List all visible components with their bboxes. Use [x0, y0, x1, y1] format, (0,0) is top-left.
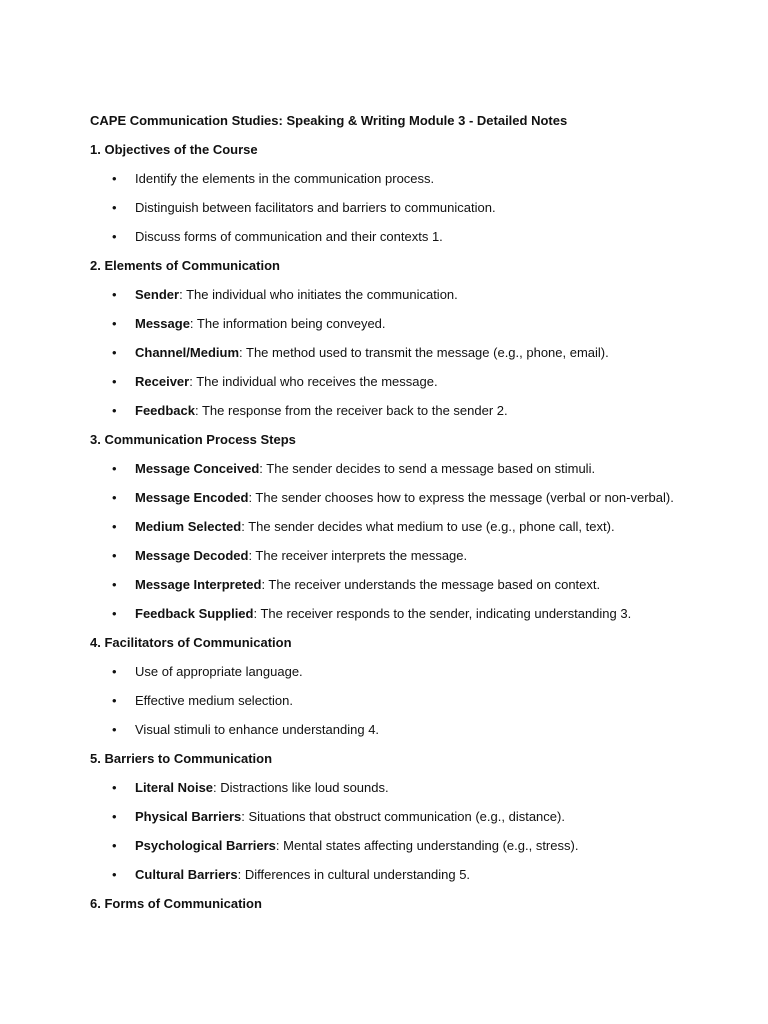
list-item [90, 836, 730, 865]
bullet-icon: • [112, 316, 117, 331]
list-item-term: Message [135, 316, 190, 331]
list-item-text: : Differences in cultural understanding 5. [237, 867, 471, 882]
list-item-text: Effective medium selection. [135, 693, 293, 708]
list-item [90, 662, 730, 691]
list-item-text: : The individual who initiates the communication. [179, 287, 458, 302]
bullet-icon: • [112, 200, 117, 215]
list-item-term: Message Conceived [135, 461, 260, 476]
bullet-icon: • [112, 374, 117, 389]
list-item-term: Channel/Medium [135, 345, 240, 360]
section-heading: 4. Facilitators of Communication [90, 635, 292, 650]
list-item-text: Discuss forms of communication and their contexts 1. [135, 229, 443, 244]
document-body [90, 111, 730, 923]
section-heading: 1. Objectives of the Course [90, 142, 258, 157]
bullet-icon: • [112, 867, 117, 882]
list-item-text: : Distractions like loud sounds. [213, 780, 389, 795]
list-item [90, 285, 730, 314]
list-item [90, 604, 730, 633]
list-item [90, 517, 730, 546]
list-item-text: : The response from the receiver back to the sender 2. [194, 403, 508, 418]
list-item-term: Message Interpreted [135, 577, 262, 592]
list-item [90, 865, 730, 894]
list-item-text: Distinguish between facilitators and barriers to communication. [135, 200, 496, 215]
list-item [90, 227, 730, 256]
list-item-text: Use of appropriate language. [135, 664, 303, 679]
list-item [90, 691, 730, 720]
bullet-icon: • [112, 780, 117, 795]
list-item-term: Message Encoded [135, 490, 249, 505]
bullet-icon: • [112, 519, 117, 534]
bullet-icon: • [112, 693, 117, 708]
bullet-icon: • [112, 548, 117, 563]
bullet-icon: • [112, 229, 117, 244]
bullet-icon: • [112, 461, 117, 476]
list-item-term: Feedback Supplied [135, 606, 254, 621]
list-item-term: Receiver [135, 374, 190, 389]
bullet-icon: • [112, 345, 117, 360]
list-item [90, 720, 730, 749]
list-item-text: : The receiver interprets the message. [248, 548, 468, 563]
list-item [90, 459, 730, 488]
list-item-text: : Mental states affecting understanding (e.g., stress). [275, 838, 579, 853]
list-item [90, 401, 730, 430]
list-item [90, 546, 730, 575]
list-item-term: Cultural Barriers [135, 867, 238, 882]
list-item [90, 343, 730, 372]
bullet-icon: • [112, 577, 117, 592]
list-item-text: : The sender decides what medium to use (e.g., phone call, text). [241, 519, 615, 534]
list-item-text: : The method used to transmit the message (e.g., phone, email). [239, 345, 609, 360]
section-heading: 6. Forms of Communication [90, 896, 262, 911]
list-item-text: : Situations that obstruct communication (e.g., distance). [241, 809, 565, 824]
list-item-term: Medium Selected [135, 519, 242, 534]
list-item-text: : The sender chooses how to express the message (verbal or non-verbal). [248, 490, 674, 505]
bullet-icon: • [112, 838, 117, 853]
bullet-icon: • [112, 809, 117, 824]
list-item-term: Feedback [135, 403, 195, 418]
list-item [90, 807, 730, 836]
list-item-term: Sender [135, 287, 180, 302]
list-item-text: Identify the elements in the communication process. [135, 171, 435, 186]
list-item-text: : The individual who receives the message. [189, 374, 438, 389]
list-item-text: : The receiver responds to the sender, indicating understanding 3. [253, 606, 632, 621]
bullet-icon: • [112, 403, 117, 418]
list-item-text: : The receiver understands the message based on context. [261, 577, 601, 592]
list-item [90, 169, 730, 198]
section-heading: 5. Barriers to Communication [90, 751, 273, 766]
bullet-icon: • [112, 490, 117, 505]
list-item [90, 575, 730, 604]
list-item-term: Literal Noise [135, 780, 214, 795]
bullet-icon: • [112, 722, 117, 737]
list-item-text: Visual stimuli to enhance understanding 4. [135, 722, 380, 737]
bullet-icon: • [112, 171, 117, 186]
bullet-icon: • [112, 606, 117, 621]
bullet-icon: • [112, 287, 117, 302]
list-item [90, 778, 730, 807]
section-heading: 3. Communication Process Steps [90, 432, 296, 447]
section-heading: 2. Elements of Communication [90, 258, 280, 273]
list-item-term: Physical Barriers [135, 809, 242, 824]
list-item [90, 372, 730, 401]
list-item-term: Message Decoded [135, 548, 249, 563]
list-item-term: Psychological Barriers [135, 838, 276, 853]
list-item [90, 314, 730, 343]
bullet-icon: • [112, 664, 117, 679]
list-item-text: : The information being conveyed. [189, 316, 386, 331]
list-item [90, 488, 730, 517]
list-item-text: : The sender decides to send a message based on stimuli. [259, 461, 596, 476]
document-title: CAPE Communication Studies: Speaking & Writing Module 3 - Detailed Notes [90, 113, 568, 128]
list-item [90, 198, 730, 227]
